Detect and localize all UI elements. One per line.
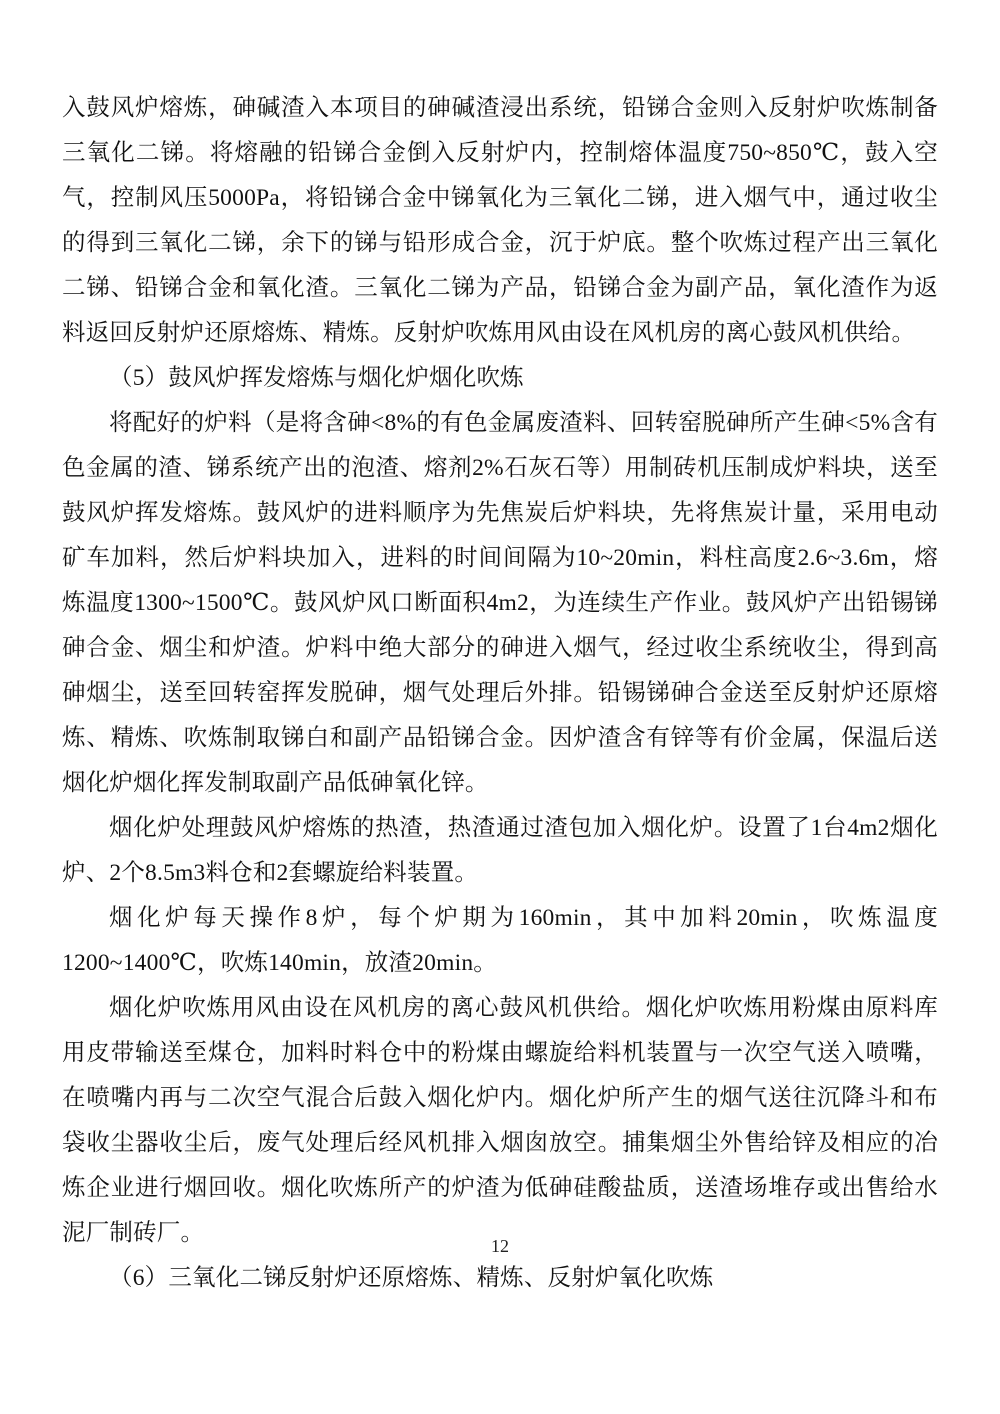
paragraph: 烟化炉每天操作8炉，每个炉期为160min，其中加料20min，吹炼温度1200~1400℃，吹炼140min，放渣20min。 (62, 905, 938, 976)
page-body (62, 86, 938, 1301)
paragraph: 将配好的炉料（是将含砷<8%的有色金属废渣料、回转窑脱砷所产生砷<5%含有色金属的渣、锑系统产出的泡渣、熔剂2%石灰石等）用制砖机压制成炉料块，送至鼓风炉挥发熔炼。鼓风炉的进料顺序为先焦炭后炉料块，先将焦炭计量，采用电动矿车加料，然后炉料块加入，进料的时间间隔为10~20min，料柱高度2.6~3.6m，熔炼温度1300~1500℃。鼓风炉风口断面积4m2，为连续生产作业。鼓风炉产出铅锡锑砷合金、烟尘和炉渣。炉料中绝大部分的砷进入烟气，经过收尘系统收尘，得到高砷烟尘，送至回转窑挥发脱砷，烟气处理后外排。铅锡锑砷合金送至反射炉还原熔炼、精炼、吹炼制取锑白和副产品铅锑合金。因炉渣含有锌等有价金属，保温后送烟化炉烟化挥发制取副产品低砷氧化锌。 (62, 410, 938, 796)
paragraph-heading-6: （6）三氧化二锑反射炉还原熔炼、精炼、反射炉氧化吹炼 (109, 1265, 714, 1291)
paragraph: 入鼓风炉熔炼，砷碱渣入本项目的砷碱渣浸出系统，铅锑合金则入反射炉吹炼制备三氧化二锑。将熔融的铅锑合金倒入反射炉内，控制熔体温度750~850℃，鼓入空气，控制风压5000Pa，将铅锑合金中锑氧化为三氧化二锑，进入烟气中，通过收尘的得到三氧化二锑，余下的锑与铅形成合金，沉于炉底。整个吹炼过程产出三氧化二锑、铅锑合金和氧化渣。三氧化二锑为产品，铅锑合金为副产品，氧化渣作为返料返回反射炉还原熔炼、精炼。反射炉吹炼用风由设在风机房的离心鼓风机供给。 (62, 95, 938, 346)
page-number: 12 (491, 1236, 509, 1256)
paragraph: 烟化炉处理鼓风炉熔炼的热渣，热渣通过渣包加入烟化炉。设置了1台4m2烟化炉、2个8.5m3料仓和2套螺旋给料装置。 (62, 815, 938, 886)
paragraph: 烟化炉吹炼用风由设在风机房的离心鼓风机供给。烟化炉吹炼用粉煤由原料库用皮带输送至煤仓，加料时料仓中的粉煤由螺旋给料机装置与一次空气送入喷嘴，在喷嘴内再与二次空气混合后鼓入烟化炉内。烟化炉所产生的烟气送往沉降斗和布袋收尘器收尘后，废气处理后经风机排入烟囱放空。捕集烟尘外售给锌及相应的冶炼企业进行烟回收。烟化吹炼所产的炉渣为低砷硅酸盐质，送渣场堆存或出售给水泥厂制砖厂。 (62, 995, 938, 1246)
paragraph-heading-5: （5）鼓风炉挥发熔炼与烟化炉烟化吹炼 (109, 365, 524, 391)
